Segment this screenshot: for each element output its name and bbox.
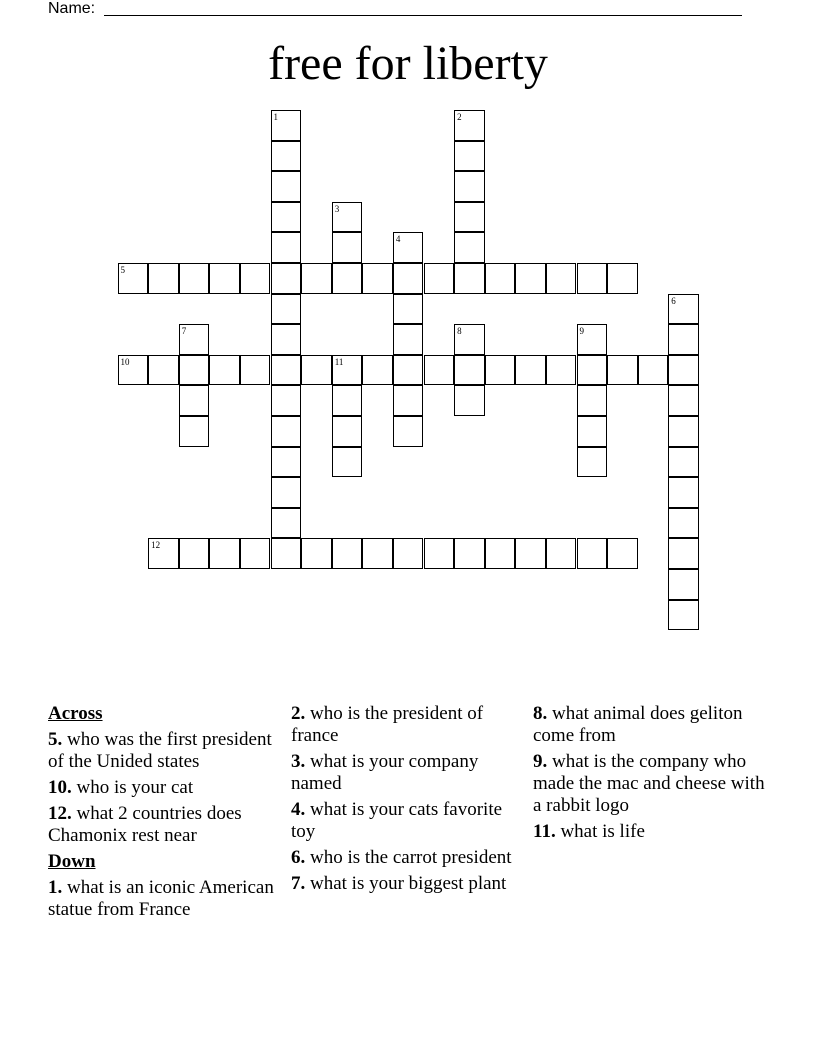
clues-column-2 [291, 703, 526, 899]
grid-cell[interactable] [240, 355, 271, 386]
cell-number: 2 [457, 112, 462, 122]
grid-cell[interactable] [271, 232, 302, 263]
cell-number: 7 [181, 326, 187, 337]
grid-cell[interactable] [209, 538, 240, 569]
grid-cell[interactable] [424, 263, 455, 294]
grid-cell[interactable] [668, 508, 699, 539]
grid-cell[interactable] [332, 538, 363, 569]
clue-down-1: 1. what is an iconic American statue from France [48, 877, 274, 920]
grid-cell[interactable] [148, 355, 179, 386]
grid-cell[interactable] [424, 538, 455, 569]
grid-cell[interactable] [301, 538, 332, 569]
grid-cell[interactable] [485, 538, 516, 569]
grid-cell[interactable] [485, 263, 516, 294]
grid-cell[interactable] [271, 263, 302, 294]
grid-cell[interactable] [454, 324, 485, 355]
grid-cell[interactable] [209, 263, 240, 294]
cell-number: 6 [671, 295, 676, 306]
grid-cell[interactable] [668, 600, 699, 631]
puzzle-title: free for liberty [268, 37, 548, 90]
cell-number: 1 [273, 112, 278, 122]
grid-cell[interactable] [271, 477, 302, 508]
grid-cell[interactable] [362, 355, 393, 386]
grid-cell[interactable] [515, 538, 546, 569]
grid-cell[interactable] [332, 385, 363, 416]
grid-cell[interactable] [393, 385, 424, 416]
grid-cell[interactable] [607, 355, 638, 386]
grid-cell[interactable] [179, 416, 210, 447]
clue-across-5: 5. who was the first president of the Unided states [48, 729, 272, 772]
grid-cell[interactable] [546, 263, 577, 294]
grid-cell[interactable] [301, 355, 332, 386]
grid-cell[interactable] [332, 263, 363, 294]
grid-cell[interactable] [393, 232, 424, 263]
grid-cell[interactable] [271, 294, 302, 325]
grid-cell[interactable] [668, 294, 699, 325]
cell-number: 11 [334, 356, 344, 367]
cell-number: 8 [457, 326, 462, 337]
clue-across-12: 12. what 2 countries does Chamonix rest near [48, 803, 242, 846]
clue-down-9: 9. what is the company who made the mac and cheese with a rabbit logo [533, 751, 765, 816]
grid-cell[interactable] [393, 263, 424, 294]
grid-cell[interactable] [546, 355, 577, 386]
grid-cell[interactable] [332, 202, 363, 233]
grid-cell[interactable] [393, 538, 424, 569]
grid-cell[interactable] [577, 538, 608, 569]
grid-cell[interactable] [515, 263, 546, 294]
grid-cell[interactable] [179, 538, 210, 569]
grid-cell[interactable] [454, 385, 485, 416]
grid-cell[interactable] [271, 416, 302, 447]
cell-number: 9 [579, 326, 584, 337]
grid-cell[interactable] [668, 385, 699, 416]
grid-cell[interactable] [485, 355, 516, 386]
grid-cell[interactable] [454, 141, 485, 172]
clue-down-8: 8. what animal does geliton come from [533, 703, 743, 746]
grid-cell[interactable] [577, 416, 608, 447]
grid-cell[interactable] [668, 416, 699, 447]
grid-cell[interactable] [607, 538, 638, 569]
grid-cell[interactable] [179, 355, 210, 386]
clue-down-7: 7. what is your biggest plant [291, 873, 507, 894]
grid-cell[interactable] [240, 538, 271, 569]
across-heading: Across [48, 703, 103, 724]
grid-cell[interactable] [118, 355, 149, 386]
grid-cell[interactable] [577, 324, 608, 355]
grid-cell[interactable] [577, 447, 608, 478]
grid-cell[interactable] [454, 538, 485, 569]
cell-number: 4 [395, 234, 401, 245]
grid-cell[interactable] [271, 385, 302, 416]
grid-cell[interactable] [454, 110, 485, 141]
grid-cell[interactable] [362, 538, 393, 569]
down-heading: Down [48, 851, 96, 872]
clue-down-6: 6. who is the carrot president [291, 847, 512, 868]
grid-cell[interactable] [577, 355, 608, 386]
grid-cell[interactable] [118, 263, 149, 294]
grid-cell[interactable] [515, 355, 546, 386]
grid-cell[interactable] [179, 263, 210, 294]
grid-cell[interactable] [454, 232, 485, 263]
grid-cell[interactable] [668, 569, 699, 600]
grid-cell[interactable] [668, 538, 699, 569]
clues-column-3 [533, 703, 768, 847]
grid-cell[interactable] [271, 355, 302, 386]
clues-column-1 [48, 703, 283, 925]
grid-cell[interactable] [424, 355, 455, 386]
grid-cell[interactable] [271, 202, 302, 233]
grid-cell[interactable] [240, 263, 271, 294]
grid-cell[interactable] [393, 355, 424, 386]
grid-cell[interactable] [454, 171, 485, 202]
grid-cell[interactable] [179, 385, 210, 416]
grid-cell[interactable] [332, 232, 363, 263]
clue-down-4: 4. what is your cats favorite toy [291, 799, 503, 842]
grid-cell[interactable] [271, 141, 302, 172]
clue-across-10: 10. who is your cat [48, 777, 194, 798]
clue-down-3: 3. what is your company named [291, 751, 479, 794]
grid-cell[interactable] [577, 263, 608, 294]
grid-cell[interactable] [271, 324, 302, 355]
grid-cell[interactable] [454, 355, 485, 386]
grid-cell[interactable] [332, 447, 363, 478]
grid-cell[interactable] [148, 263, 179, 294]
grid-cell[interactable] [393, 416, 424, 447]
grid-cell[interactable] [271, 508, 302, 539]
grid-cell[interactable] [577, 385, 608, 416]
grid-cell[interactable] [271, 538, 302, 569]
grid-cell[interactable] [668, 447, 699, 478]
grid-cell[interactable] [546, 538, 577, 569]
grid-cell[interactable] [362, 263, 393, 294]
grid-cell[interactable] [148, 538, 179, 569]
cell-number: 12 [151, 540, 161, 551]
cell-number: 10 [120, 356, 130, 367]
grid-cell[interactable] [301, 263, 332, 294]
grid-cell[interactable] [668, 477, 699, 508]
grid-cell[interactable] [179, 324, 210, 355]
grid-cell[interactable] [332, 355, 363, 386]
grid-cell[interactable] [454, 202, 485, 233]
across-clues-list [48, 729, 283, 847]
grid-cell[interactable] [271, 171, 302, 202]
grid-cell[interactable] [271, 110, 302, 141]
clue-down-2: 2. who is the president of france [291, 703, 484, 746]
clue-down-11: 11. what is life [533, 821, 645, 842]
grid-cell[interactable] [393, 294, 424, 325]
grid-cell[interactable] [332, 416, 363, 447]
grid-cell[interactable] [668, 355, 699, 386]
grid-cell[interactable] [638, 355, 669, 386]
name-label: Name: [48, 0, 96, 17]
grid-cell[interactable] [607, 263, 638, 294]
grid-cell[interactable] [209, 355, 240, 386]
cell-number: 3 [334, 203, 340, 214]
grid-cell[interactable] [393, 324, 424, 355]
grid-cell[interactable] [668, 324, 699, 355]
grid-cell[interactable] [271, 447, 302, 478]
grid-cell[interactable] [454, 263, 485, 294]
cell-number: 5 [120, 265, 125, 275]
